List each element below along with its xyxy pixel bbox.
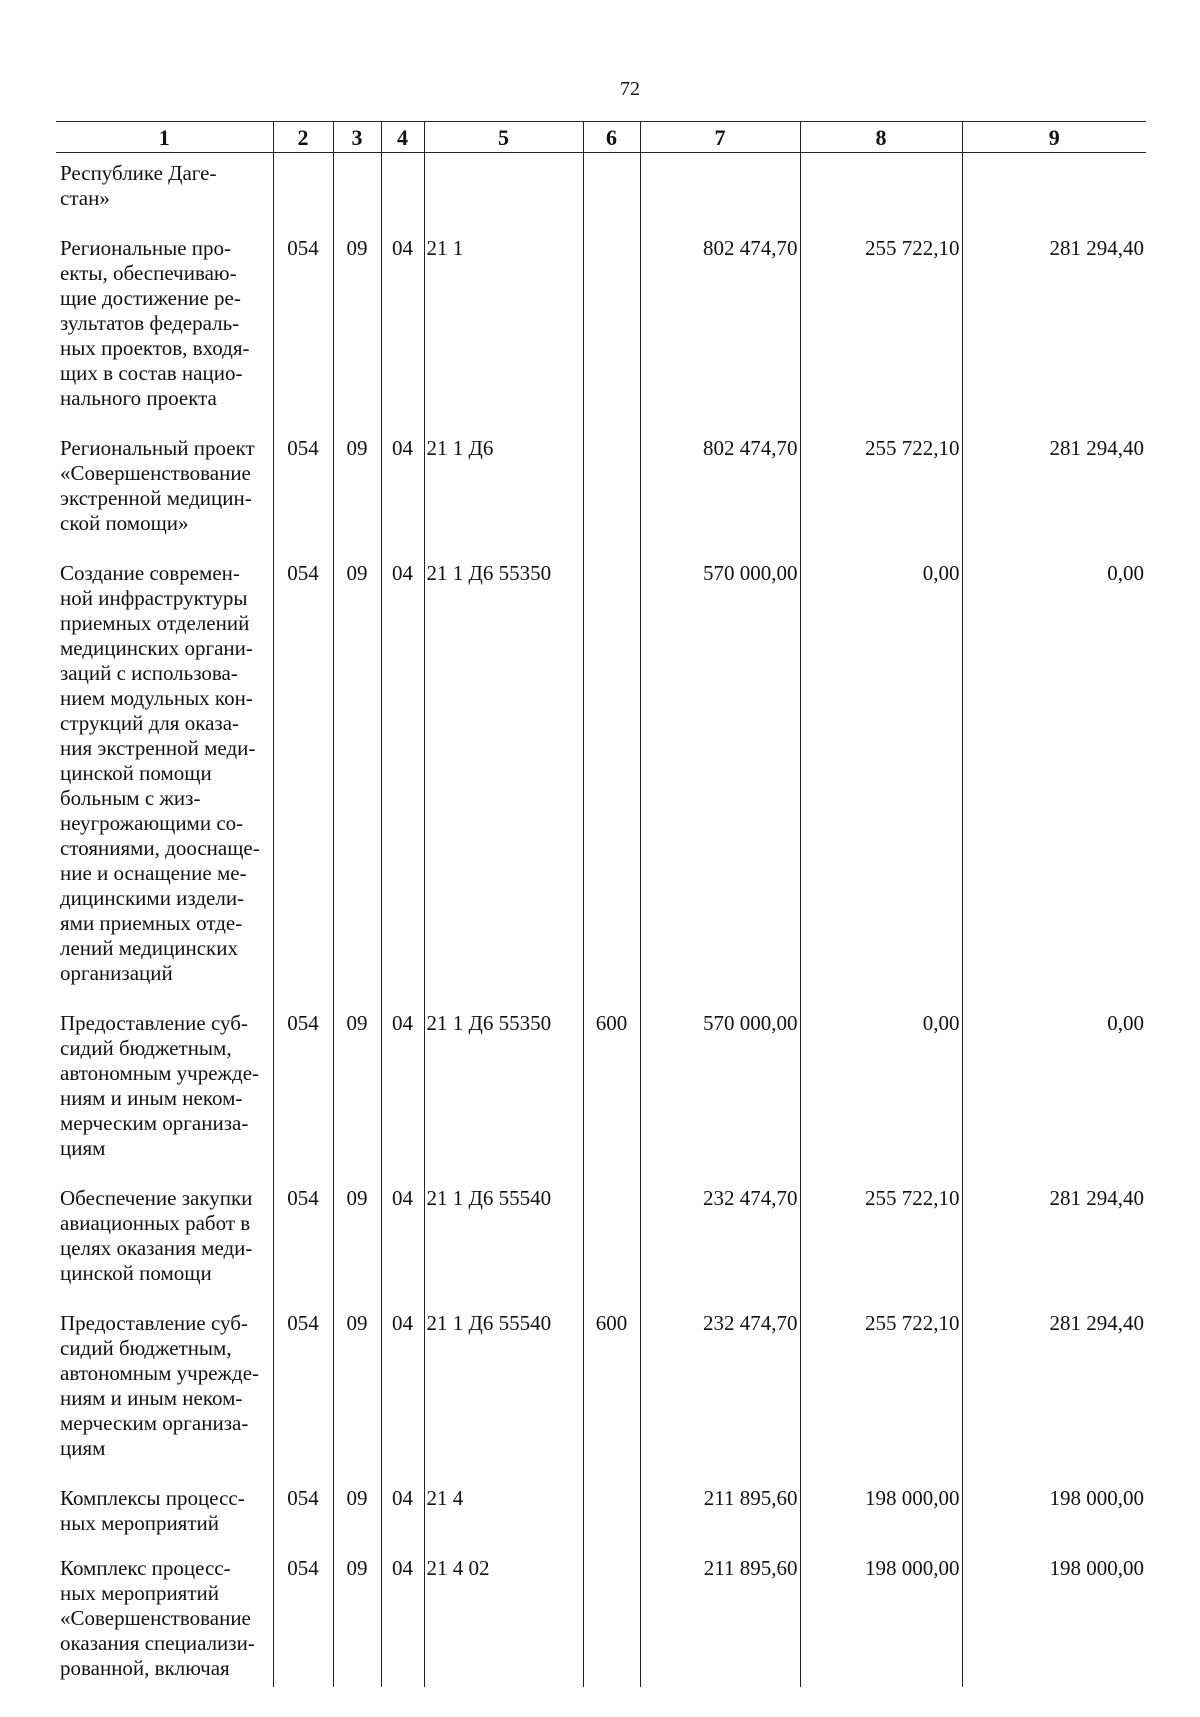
cell-section-cell <box>333 211 381 411</box>
cell-subsection-cell <box>381 1286 424 1461</box>
cell-section: 09 <box>346 1311 368 1335</box>
table-body <box>56 153 1146 1688</box>
cell-expense-type-cell <box>583 211 640 411</box>
cell-expense-type: 600 <box>595 1311 628 1335</box>
row-description-cell <box>56 211 273 411</box>
cell-amount-year-2-cell <box>800 1536 962 1687</box>
cell-amount-year-1-cell <box>640 536 800 986</box>
cell-subsection: 04 <box>392 436 413 460</box>
cell-amount-year-3: 198 000,00 <box>1049 1486 1144 1510</box>
cell-ministry-code: 054 <box>287 1311 319 1335</box>
cell-subsection-cell <box>381 1461 424 1536</box>
cell-target-article: 21 1 <box>426 236 464 260</box>
cell-target-article: 21 1 Д6 55350 <box>426 561 552 585</box>
cell-amount-year-3: 0,00 <box>1107 1011 1144 1035</box>
cell-ministry-code-cell <box>273 1461 333 1536</box>
cell-ministry-code-cell <box>273 536 333 986</box>
cell-ministry-code: 054 <box>287 236 319 260</box>
cell-amount-year-1: 211 895,60 <box>703 1556 798 1580</box>
cell-amount-year-2: 198 000,00 <box>865 1486 960 1510</box>
cell-amount-year-3-cell <box>962 986 1146 1161</box>
row-description-cell <box>56 1461 273 1536</box>
cell-amount-year-2: 255 722,10 <box>865 236 960 260</box>
cell-amount-year-3-cell <box>962 536 1146 986</box>
cell-amount-year-1: 211 895,60 <box>703 1486 798 1510</box>
row-description: Республике Даге- стан» <box>60 161 217 210</box>
cell-subsection-cell <box>381 1161 424 1286</box>
cell-amount-year-3: 281 294,40 <box>1049 1186 1144 1210</box>
cell-expense-type-cell <box>583 986 640 1161</box>
cell-target-article-cell <box>424 1286 583 1461</box>
cell-amount-year-1-cell <box>640 1286 800 1461</box>
cell-section: 09 <box>346 1011 368 1035</box>
cell-target-article-cell <box>424 1536 583 1687</box>
cell-amount-year-3-cell <box>962 1536 1146 1687</box>
row-description: Предоставление суб- сидий бюджетным, автономным учрежде- ниям и иным неком- мерческим организа- циям <box>60 1011 260 1160</box>
cell-amount-year-1: 802 474,70 <box>703 236 798 260</box>
cell-subsection-cell <box>381 211 424 411</box>
cell-amount-year-2: 0,00 <box>922 1011 960 1035</box>
cell-section: 09 <box>346 1186 368 1210</box>
cell-section-cell <box>333 536 381 986</box>
cell-amount-year-3-cell <box>962 1161 1146 1286</box>
cell-amount-year-1-cell <box>640 211 800 411</box>
cell-amount-year-3-cell <box>962 1286 1146 1461</box>
row-description-cell <box>56 1286 273 1461</box>
header-col-7: 7 <box>640 122 800 153</box>
cell-target-article-cell <box>424 536 583 986</box>
cell-expense-type-cell <box>583 1461 640 1536</box>
cell-subsection-cell <box>381 153 424 212</box>
cell-subsection-cell <box>381 1536 424 1687</box>
cell-section: 09 <box>346 561 368 585</box>
cell-expense-type-cell <box>583 153 640 212</box>
cell-subsection: 04 <box>392 1311 413 1335</box>
cell-amount-year-1-cell <box>640 1461 800 1536</box>
row-description: Создание современ- ной инфраструктуры приемных отделений медицинских органи- заций с использова- нием модульных кон- струкций для оказа- ния экстренной меди- цинской помощи больным с жиз- неугрожающими со- стояниями, дооснаще- ние и оснащение ме- дицинскими издели- ями приемных отде- лений медицинских организаций <box>60 561 260 985</box>
cell-ministry-code: 054 <box>287 1556 319 1580</box>
cell-amount-year-3: 281 294,40 <box>1049 436 1144 460</box>
cell-subsection: 04 <box>392 236 413 260</box>
cell-subsection: 04 <box>392 1011 413 1035</box>
row-description: Комплекс процесс- ных мероприятий «Совершенствование оказания специализи- рованной, включая <box>60 1556 255 1680</box>
header-col-8: 8 <box>800 122 962 153</box>
row-description-cell <box>56 1536 273 1687</box>
cell-amount-year-1: 570 000,00 <box>703 561 798 585</box>
header-col-2: 2 <box>273 122 333 153</box>
cell-subsection: 04 <box>392 1486 413 1510</box>
table-row <box>56 1161 1146 1286</box>
header-col-1: 1 <box>56 122 273 153</box>
cell-amount-year-2-cell <box>800 211 962 411</box>
table-row <box>56 536 1146 986</box>
row-description: Предоставление суб- сидий бюджетным, автономным учрежде- ниям и иным неком- мерческим организа- циям <box>60 1311 260 1460</box>
row-description: Региональные про- екты, обеспечиваю- щие достижение ре- зультатов федераль- ных проектов, входя- щих в состав нацио- нального проекта <box>60 236 250 410</box>
cell-ministry-code: 054 <box>287 1186 319 1210</box>
cell-amount-year-1-cell <box>640 411 800 536</box>
cell-amount-year-3: 281 294,40 <box>1049 236 1144 260</box>
header-col-4: 4 <box>381 122 424 153</box>
cell-amount-year-3-cell <box>962 211 1146 411</box>
table-row <box>56 1461 1146 1536</box>
cell-amount-year-3: 198 000,00 <box>1049 1556 1144 1580</box>
cell-ministry-code-cell <box>273 1536 333 1687</box>
row-description-cell <box>56 153 273 212</box>
cell-subsection: 04 <box>392 1186 413 1210</box>
table-row <box>56 986 1146 1161</box>
cell-amount-year-2-cell <box>800 153 962 212</box>
cell-amount-year-1: 232 474,70 <box>703 1186 798 1210</box>
cell-section-cell <box>333 1461 381 1536</box>
cell-subsection-cell <box>381 536 424 986</box>
cell-subsection: 04 <box>392 561 413 585</box>
cell-amount-year-3-cell <box>962 1461 1146 1536</box>
cell-target-article: 21 1 Д6 55350 <box>426 1011 552 1035</box>
cell-amount-year-2-cell <box>800 1461 962 1536</box>
cell-amount-year-1-cell <box>640 153 800 212</box>
row-description-cell <box>56 986 273 1161</box>
cell-amount-year-2: 198 000,00 <box>865 1556 960 1580</box>
cell-amount-year-1-cell <box>640 986 800 1161</box>
cell-ministry-code-cell <box>273 1286 333 1461</box>
cell-target-article: 21 1 Д6 55540 <box>426 1186 552 1210</box>
cell-amount-year-2: 255 722,10 <box>865 1186 960 1210</box>
cell-target-article-cell <box>424 1461 583 1536</box>
cell-ministry-code-cell <box>273 411 333 536</box>
cell-expense-type-cell <box>583 411 640 536</box>
cell-ministry-code: 054 <box>287 1486 319 1510</box>
table-row <box>56 1286 1146 1461</box>
cell-target-article: 21 1 Д6 55540 <box>426 1311 552 1335</box>
cell-amount-year-3: 0,00 <box>1107 561 1144 585</box>
cell-ministry-code-cell <box>273 153 333 212</box>
cell-expense-type-cell <box>583 536 640 986</box>
cell-section-cell <box>333 1161 381 1286</box>
header-col-6: 6 <box>583 122 640 153</box>
cell-amount-year-3-cell <box>962 411 1146 536</box>
cell-amount-year-2: 255 722,10 <box>865 436 960 460</box>
cell-amount-year-3-cell <box>962 153 1146 212</box>
row-description-cell <box>56 1161 273 1286</box>
budget-table-container <box>56 121 1146 1687</box>
cell-amount-year-2-cell <box>800 986 962 1161</box>
cell-section-cell <box>333 1536 381 1687</box>
header-col-3: 3 <box>333 122 381 153</box>
cell-section: 09 <box>346 236 368 260</box>
cell-section: 09 <box>346 1556 368 1580</box>
cell-target-article: 21 4 02 <box>426 1556 490 1580</box>
cell-target-article-cell <box>424 411 583 536</box>
row-description: Региональный проект «Совершенствование экстренной медицин- ской помощи» <box>60 436 255 535</box>
cell-subsection-cell <box>381 986 424 1161</box>
budget-table <box>56 121 1146 1687</box>
cell-amount-year-1: 802 474,70 <box>703 436 798 460</box>
cell-ministry-code-cell <box>273 1161 333 1286</box>
cell-ministry-code-cell <box>273 211 333 411</box>
row-description-cell <box>56 411 273 536</box>
cell-amount-year-1-cell <box>640 1536 800 1687</box>
cell-expense-type-cell <box>583 1536 640 1687</box>
table-row <box>56 1536 1146 1687</box>
cell-expense-type-cell <box>583 1161 640 1286</box>
cell-ministry-code-cell <box>273 986 333 1161</box>
cell-amount-year-2-cell <box>800 411 962 536</box>
cell-target-article: 21 4 <box>426 1486 464 1510</box>
cell-target-article-cell <box>424 211 583 411</box>
cell-amount-year-1: 232 474,70 <box>703 1311 798 1335</box>
header-col-9: 9 <box>962 122 1146 153</box>
cell-ministry-code: 054 <box>287 436 319 460</box>
cell-amount-year-1: 570 000,00 <box>703 1011 798 1035</box>
cell-expense-type-cell <box>583 1286 640 1461</box>
cell-amount-year-2: 0,00 <box>922 561 960 585</box>
cell-subsection: 04 <box>392 1556 413 1580</box>
cell-target-article-cell <box>424 986 583 1161</box>
header-col-5: 5 <box>424 122 583 153</box>
header-row <box>56 122 1146 153</box>
cell-amount-year-2-cell <box>800 1286 962 1461</box>
cell-section-cell <box>333 986 381 1161</box>
row-description: Обеспечение закупки авиационных работ в целях оказания меди- цинской помощи <box>60 1186 253 1285</box>
page-number: 72 <box>620 78 640 100</box>
cell-amount-year-2-cell <box>800 536 962 986</box>
cell-section-cell <box>333 153 381 212</box>
cell-subsection-cell <box>381 411 424 536</box>
cell-amount-year-1-cell <box>640 1161 800 1286</box>
table-row <box>56 153 1146 212</box>
cell-section: 09 <box>346 1486 368 1510</box>
cell-target-article: 21 1 Д6 <box>426 436 494 460</box>
cell-amount-year-2: 255 722,10 <box>865 1311 960 1335</box>
cell-section-cell <box>333 411 381 536</box>
row-description-cell <box>56 536 273 986</box>
cell-section: 09 <box>346 436 368 460</box>
cell-amount-year-3: 281 294,40 <box>1049 1311 1144 1335</box>
table-row <box>56 211 1146 411</box>
table-row <box>56 411 1146 536</box>
cell-target-article-cell <box>424 1161 583 1286</box>
cell-section-cell <box>333 1286 381 1461</box>
cell-ministry-code: 054 <box>287 1011 319 1035</box>
cell-expense-type: 600 <box>595 1011 628 1035</box>
cell-amount-year-2-cell <box>800 1161 962 1286</box>
row-description: Комплексы процесс- ных мероприятий <box>60 1486 245 1535</box>
cell-ministry-code: 054 <box>287 561 319 585</box>
cell-target-article-cell <box>424 153 583 212</box>
